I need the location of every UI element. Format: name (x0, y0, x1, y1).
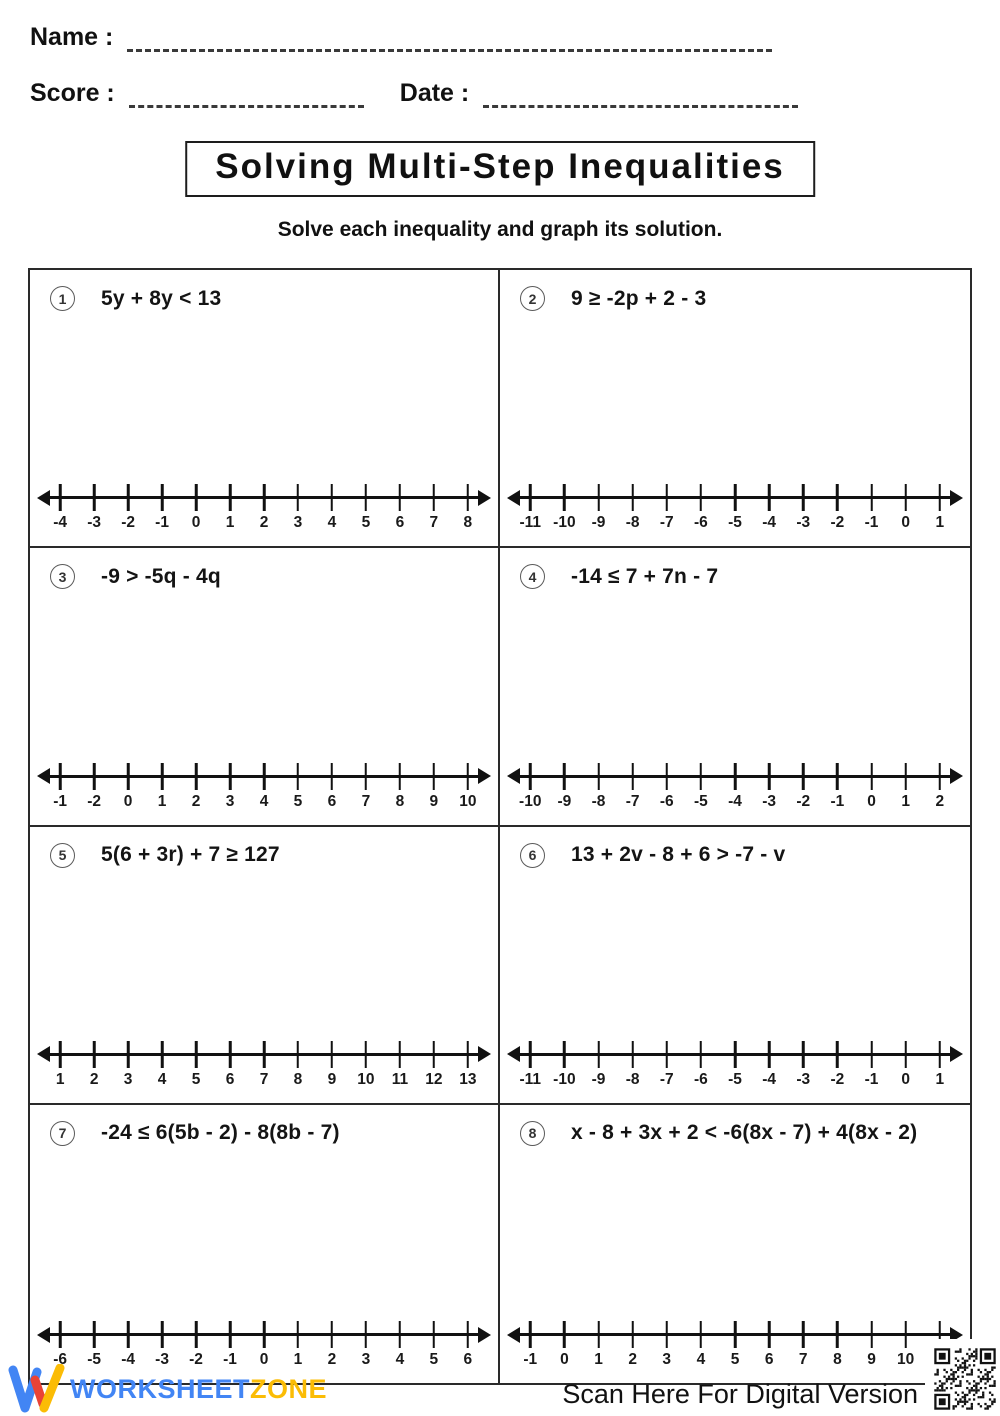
problem-cell-7 (30, 1105, 500, 1383)
score-label: Score : (30, 79, 115, 107)
number-line-6[interactable]: -11 -10 -9 -8 -7 -6 -5 -4 -3 -2 -1 0 1 (510, 1037, 960, 1097)
problem-cell-2 (500, 270, 970, 548)
number-line-2[interactable]: -11 -10 -9 -8 -7 -6 -5 -4 -3 -2 -1 0 1 (510, 480, 960, 540)
date-input-line[interactable] (483, 78, 798, 108)
problem-cell-4 (500, 548, 970, 826)
name-input-line[interactable] (127, 22, 772, 52)
number-line-3[interactable]: -1 -2 0 1 2 3 4 5 6 7 8 9 10 (40, 759, 488, 819)
date-label: Date : (399, 79, 470, 107)
logo-text-zone: ZONE (250, 1373, 328, 1404)
problem-number-badge: 2 (520, 286, 545, 311)
problem-number-badge: 8 (520, 1121, 545, 1146)
problems-grid (28, 268, 972, 1385)
score-input-line[interactable] (129, 78, 364, 108)
problem-cell-5 (30, 827, 500, 1105)
number-line-5[interactable]: 1 2 3 4 5 6 7 8 9 10 11 12 13 (40, 1037, 488, 1097)
problem-number-badge: 7 (50, 1121, 75, 1146)
problem-number-badge: 3 (50, 564, 75, 589)
qr-code (928, 1342, 1000, 1416)
logo-text (70, 1374, 327, 1405)
number-line-8[interactable]: -1 0 1 2 3 4 5 6 7 8 9 10 (510, 1317, 960, 1377)
problem-number-badge: 4 (520, 564, 545, 589)
worksheetzone-logo (8, 1364, 327, 1414)
problem-cell-3 (30, 548, 500, 826)
problem-cell-8 (500, 1105, 970, 1383)
name-label: Name : (30, 23, 114, 51)
worksheet-title-box (185, 141, 815, 197)
logo-text-worksheet: WORKSHEET (70, 1373, 250, 1404)
name-row (30, 22, 772, 52)
problem-expression: 9 ≥ -2p + 2 - 3 (571, 286, 707, 310)
instruction-text: Solve each inequality and graph its solution. (277, 218, 723, 241)
problem-expression: -9 > -5q - 4q (101, 564, 221, 588)
score-date-row (30, 78, 798, 108)
qr-code-icon (932, 1346, 998, 1412)
problem-number-badge: 1 (50, 286, 75, 311)
number-line-7[interactable]: -6 -5 -4 -3 -2 -1 0 1 2 3 4 5 6 (40, 1317, 488, 1377)
problem-expression: 13 + 2v - 8 + 6 > -7 - v (571, 843, 786, 866)
scan-here-text: Scan Here For Digital Version (562, 1379, 918, 1409)
problem-cell-1 (30, 270, 500, 548)
problem-number-badge: 6 (520, 843, 545, 868)
worksheetzone-logo-icon (8, 1364, 66, 1414)
problem-expression: 5y + 8y < 13 (101, 286, 222, 310)
worksheet-title: Solving Multi-Step Inequalities (215, 147, 785, 186)
number-line-4[interactable]: -10 -9 -8 -7 -6 -5 -4 -3 -2 -1 0 1 2 (510, 759, 960, 819)
problem-cell-6 (500, 827, 970, 1105)
problem-expression: -14 ≤ 7 + 7n - 7 (571, 564, 719, 588)
problem-expression: -24 ≤ 6(5b - 2) - 8(8b - 7) (101, 1121, 340, 1145)
problem-expression: 5(6 + 3r) + 7 ≥ 127 (101, 843, 280, 866)
problem-expression: x - 8 + 3x + 2 < -6(8x - 7) + 4(8x - 2) (571, 1121, 918, 1145)
problem-number-badge: 5 (50, 843, 75, 868)
number-line-1[interactable]: -4 -3 -2 -1 0 1 2 3 4 5 6 7 8 (40, 480, 488, 540)
